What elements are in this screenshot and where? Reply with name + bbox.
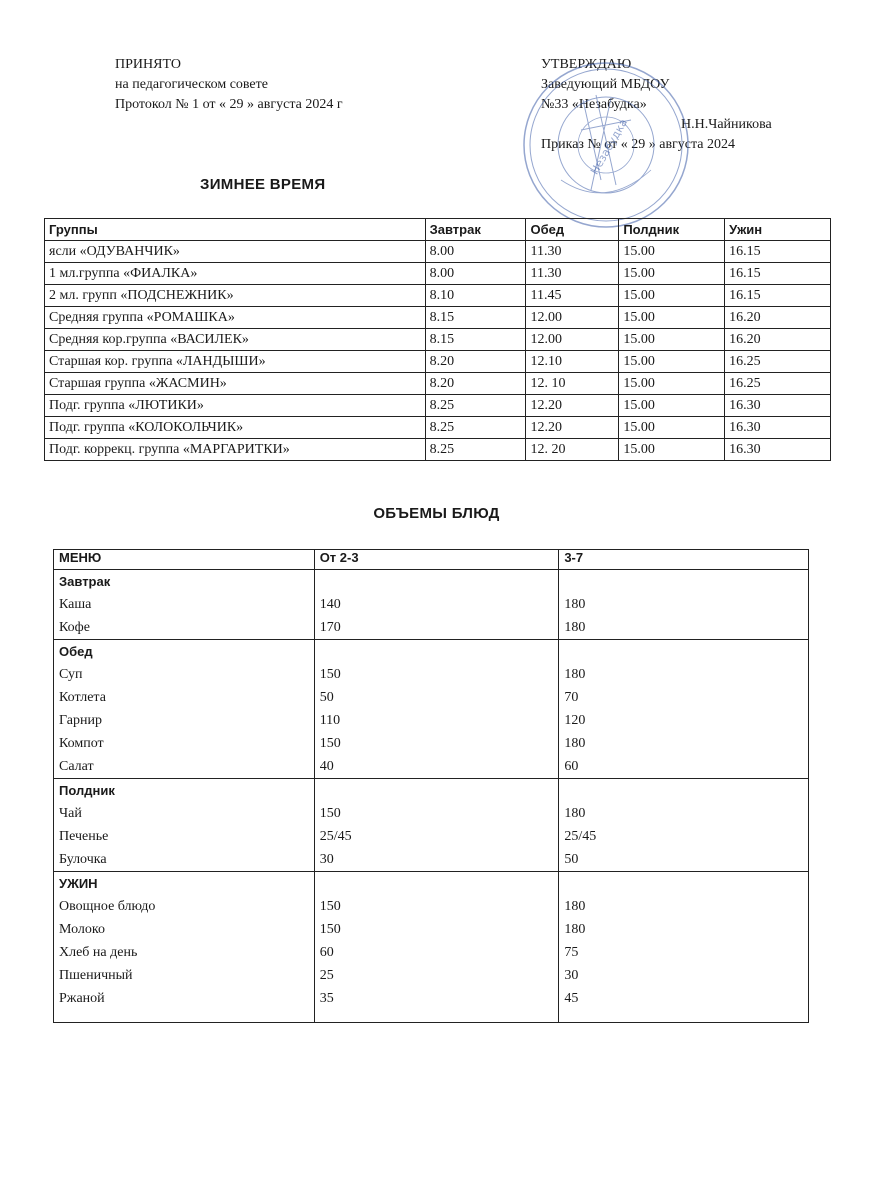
portion-3-7: 180: [564, 667, 586, 682]
portion-volumes-table: [53, 549, 809, 1023]
breakfast-time: 8.25: [425, 417, 526, 439]
lunch-time: 11.45: [526, 285, 619, 307]
portion-3-7: 60: [564, 759, 579, 774]
table-row: [45, 307, 831, 329]
section-dinner: [54, 872, 809, 1023]
lunch-time: 12.00: [526, 307, 619, 329]
breakfast-time: 8.00: [425, 241, 526, 263]
table-row: [45, 373, 831, 395]
breakfast-time: 8.15: [425, 307, 526, 329]
group-name: 2 мл. групп «ПОДСНЕЖНИК»: [45, 285, 426, 307]
col-header-age-3-7: 3-7: [559, 550, 809, 570]
lunch-time: 12. 10: [526, 373, 619, 395]
table-row: [45, 351, 831, 373]
col-header-lunch: Обед: [526, 219, 619, 241]
approval-block-left: [115, 55, 343, 115]
portion-3-7: 180: [564, 899, 586, 914]
col-header-breakfast: Завтрак: [425, 219, 526, 241]
dinner-time: 16.30: [725, 417, 831, 439]
section-title: Полдник: [59, 783, 115, 798]
portion-2-3: 150: [319, 899, 341, 914]
council-line: на педагогическом совете: [115, 77, 268, 92]
dish-name: Котлета: [59, 690, 106, 705]
snack-time: 15.00: [619, 329, 725, 351]
dish-name: Чай: [59, 806, 82, 821]
accepted-label: ПРИНЯТО: [115, 57, 181, 72]
section-title: Завтрак: [59, 574, 111, 589]
group-name: Старшая кор. группа «ЛАНДЫШИ»: [45, 351, 426, 373]
approve-label: УТВЕРЖДАЮ: [541, 57, 632, 72]
portion-2-3: 150: [319, 922, 341, 937]
schedule-title: ЗИМНЕЕ ВРЕМЯ: [200, 176, 326, 193]
portion-2-3: 25/45: [319, 829, 352, 844]
head-name: Н.Н.Чайникова: [681, 117, 772, 132]
snack-time: 15.00: [619, 263, 725, 285]
table-row: [45, 395, 831, 417]
lunch-time: 11.30: [526, 263, 619, 285]
section-title: УЖИН: [59, 876, 98, 891]
dinner-time: 16.25: [725, 373, 831, 395]
group-name: Старшая группа «ЖАСМИН»: [45, 373, 426, 395]
portion-2-3: 50: [319, 690, 334, 705]
seal-text: Незабудка: [587, 116, 631, 177]
snack-time: 15.00: [619, 417, 725, 439]
meal-schedule-table: [44, 218, 831, 461]
table-row: [45, 439, 831, 461]
portion-3-7: 70: [564, 690, 579, 705]
dish-name: Ржаной: [59, 991, 105, 1006]
dinner-time: 16.15: [725, 263, 831, 285]
dish-name: Суп: [59, 667, 83, 682]
col-header-age-2-3: От 2-3: [314, 550, 559, 570]
portion-2-3: 150: [319, 806, 341, 821]
portion-2-3: 150: [319, 667, 341, 682]
order-line: Приказ № от « 29 » августа 2024: [541, 137, 736, 152]
portion-3-7: 75: [564, 945, 579, 960]
dish-name: Булочка: [59, 852, 107, 867]
table-row: [45, 285, 831, 307]
portion-2-3: 110: [319, 713, 341, 728]
group-name: 1 мл.группа «ФИАЛКА»: [45, 263, 426, 285]
lunch-time: 12.10: [526, 351, 619, 373]
col-header-snack: Полдник: [619, 219, 725, 241]
dish-name: Пшеничный: [59, 968, 133, 983]
lunch-time: 11.30: [526, 241, 619, 263]
snack-time: 15.00: [619, 439, 725, 461]
section-title: Обед: [59, 644, 93, 659]
group-name: Средняя группа «РОМАШКА»: [45, 307, 426, 329]
dinner-time: 16.30: [725, 439, 831, 461]
lunch-time: 12.00: [526, 329, 619, 351]
dinner-time: 16.20: [725, 307, 831, 329]
table-row: [45, 417, 831, 439]
dish-name: Компот: [59, 736, 104, 751]
section-lunch: [54, 640, 809, 779]
dish-name: Салат: [59, 759, 94, 774]
head-position: Заведующий МБДОУ: [541, 77, 670, 92]
lunch-time: 12.20: [526, 395, 619, 417]
group-name: ясли «ОДУВАНЧИК»: [45, 241, 426, 263]
portion-2-3: 170: [319, 620, 341, 635]
snack-time: 15.00: [619, 285, 725, 307]
group-name: Средняя кор.группа «ВАСИЛЕК»: [45, 329, 426, 351]
portion-3-7: 50: [564, 852, 579, 867]
volumes-header-row: [54, 550, 809, 570]
dinner-time: 16.25: [725, 351, 831, 373]
breakfast-time: 8.25: [425, 395, 526, 417]
lunch-time: 12.20: [526, 417, 619, 439]
lunch-time: 12. 20: [526, 439, 619, 461]
portion-2-3: 25: [319, 968, 334, 983]
official-seal-stamp: [521, 60, 691, 230]
col-header-groups: Группы: [45, 219, 426, 241]
breakfast-time: 8.10: [425, 285, 526, 307]
institution-name: №33 «Незабудка»: [541, 97, 647, 112]
snack-time: 15.00: [619, 351, 725, 373]
portion-2-3: 30: [319, 852, 334, 867]
schedule-header-row: [45, 219, 831, 241]
portion-3-7: 180: [564, 597, 586, 612]
portion-2-3: 35: [319, 991, 334, 1006]
portion-3-7: 30: [564, 968, 579, 983]
portion-2-3: 40: [319, 759, 334, 774]
dinner-time: 16.15: [725, 241, 831, 263]
section-snack: [54, 779, 809, 872]
breakfast-time: 8.25: [425, 439, 526, 461]
portion-2-3: 60: [319, 945, 334, 960]
table-row: [45, 263, 831, 285]
breakfast-time: 8.15: [425, 329, 526, 351]
col-header-dinner: Ужин: [725, 219, 831, 241]
dish-name: Хлеб на день: [59, 945, 138, 960]
group-name: Подг. группа «КОЛОКОЛЬЧИК»: [45, 417, 426, 439]
dinner-time: 16.15: [725, 285, 831, 307]
group-name: Подг. коррекц. группа «МАРГАРИТКИ»: [45, 439, 426, 461]
dish-name: Кофе: [59, 620, 90, 635]
dish-name: Молоко: [59, 922, 105, 937]
portion-3-7: 180: [564, 620, 586, 635]
protocol-line: Протокол № 1 от « 29 » августа 2024 г: [115, 97, 343, 112]
portion-2-3: 140: [319, 597, 341, 612]
dish-name: Гарнир: [59, 713, 102, 728]
portion-3-7: 180: [564, 922, 586, 937]
dish-name: Каша: [59, 597, 92, 612]
portion-2-3: 150: [319, 736, 341, 751]
group-name: Подг. группа «ЛЮТИКИ»: [45, 395, 426, 417]
portion-3-7: 180: [564, 736, 586, 751]
portion-3-7: 25/45: [564, 829, 597, 844]
breakfast-time: 8.20: [425, 351, 526, 373]
snack-time: 15.00: [619, 241, 725, 263]
breakfast-time: 8.20: [425, 373, 526, 395]
dish-name: Печенье: [59, 829, 109, 844]
portion-3-7: 45: [564, 991, 579, 1006]
dinner-time: 16.20: [725, 329, 831, 351]
table-row: [45, 329, 831, 351]
volumes-title: ОБЪЕМЫ БЛЮД: [373, 505, 500, 522]
portion-3-7: 120: [564, 713, 586, 728]
breakfast-time: 8.00: [425, 263, 526, 285]
section-breakfast: [54, 570, 809, 640]
snack-time: 15.00: [619, 307, 725, 329]
table-row: [45, 241, 831, 263]
dinner-time: 16.30: [725, 395, 831, 417]
col-header-menu: МЕНЮ: [54, 550, 315, 570]
snack-time: 15.00: [619, 373, 725, 395]
dish-name: Овощное блюдо: [59, 899, 156, 914]
snack-time: 15.00: [619, 395, 725, 417]
portion-3-7: 180: [564, 806, 586, 821]
